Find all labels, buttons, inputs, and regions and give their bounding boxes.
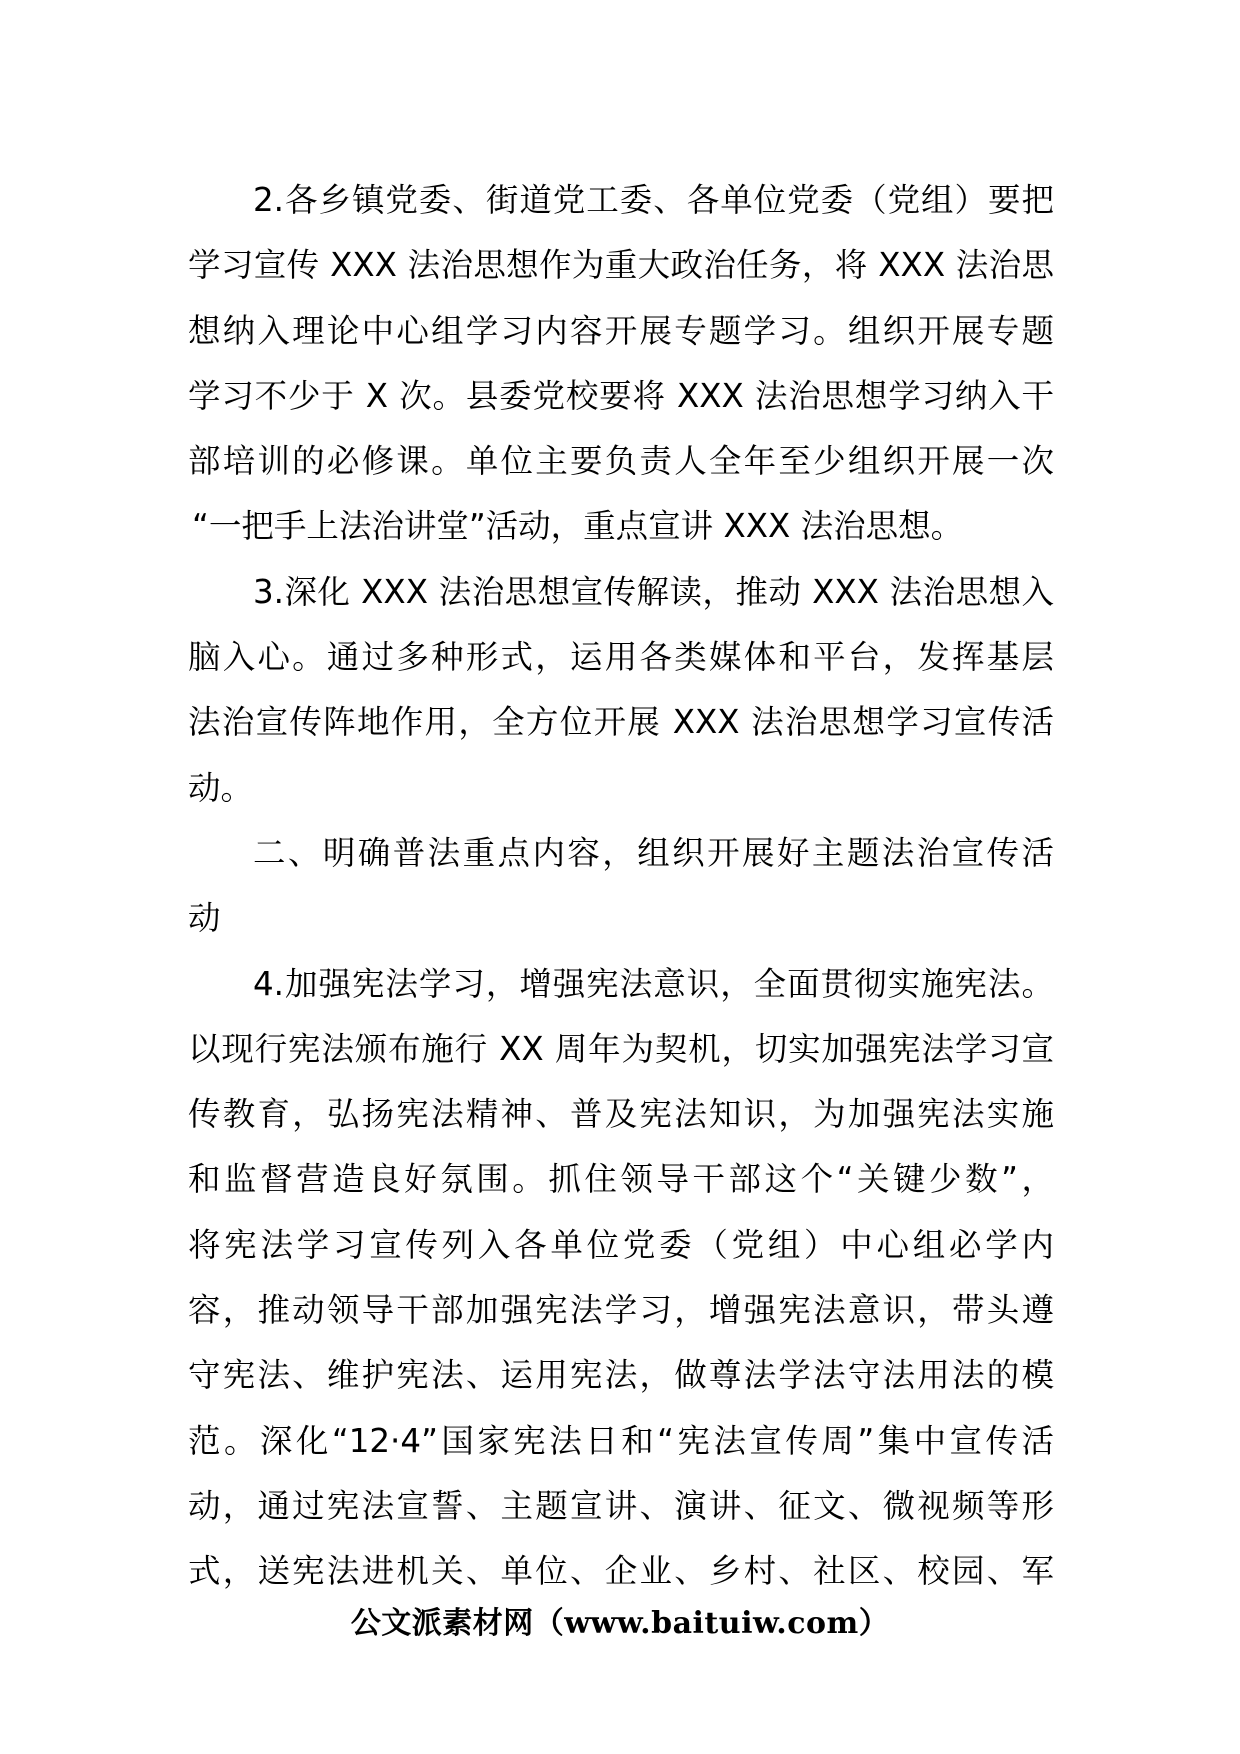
paragraph-line: 范。深化“12·4”国家宪法日和“宪法宣传周”集中宣传活 xyxy=(188,1421,1054,1460)
paragraph-line: 和监督营造良好氛围。抓住领导干部这个“关键少数”， xyxy=(188,1160,1054,1199)
paragraph-line: 动。 xyxy=(188,768,254,807)
footer-watermark: 公文派素材网（www.baituiw.com） xyxy=(350,1606,890,1641)
paragraph-line: 动，通过宪法宣誓、主题宣讲、演讲、征文、微视频等形 xyxy=(188,1486,1054,1525)
section-heading-line: 动 xyxy=(188,899,221,938)
paragraph-line: 以现行宪法颁布施行 XX 周年为契机，切实加强宪法学习宣 xyxy=(188,1029,1054,1068)
paragraph-line: 守宪法、维护宪法、运用宪法，做尊法学法守法用法的模 xyxy=(188,1356,1054,1395)
document-body xyxy=(188,168,1054,1605)
paragraph-line: 法治宣传阵地作用，全方位开展 XXX 法治思想学习宣传活 xyxy=(188,703,1054,742)
paragraph-line: 想纳入理论中心组学习内容开展专题学习。组织开展专题 xyxy=(188,311,1054,350)
paragraph-line: 将宪法学习宣传列入各单位党委（党组）中心组必学内 xyxy=(188,1225,1054,1264)
paragraph-line: 学习宣传 XXX 法治思想作为重大政治任务，将 XXX 法治思 xyxy=(188,246,1054,285)
section-heading-line: 二、明确普法重点内容，组织开展好主题法治宣传活 xyxy=(253,833,1054,872)
paragraph-line: 学习不少于 X 次。县委党校要将 XXX 法治思想学习纳入干 xyxy=(188,376,1054,415)
paragraph-line: 4.加强宪法学习，增强宪法意识，全面贯彻实施宪法。 xyxy=(253,964,1054,1003)
paragraph-line: 式，送宪法进机关、单位、企业、乡村、社区、校园、军 xyxy=(188,1552,1054,1591)
paragraph-line: 部培训的必修课。单位主要负责人全年至少组织开展一次 xyxy=(188,442,1054,481)
paragraph-line: 传教育，弘扬宪法精神、普及宪法知识，为加强宪法实施 xyxy=(188,1095,1054,1134)
paragraph-line: 3.深化 XXX 法治思想宣传解读，推动 XXX 法治思想入 xyxy=(253,572,1054,611)
paragraph-line: 容，推动领导干部加强宪法学习，增强宪法意识，带头遵 xyxy=(188,1291,1054,1330)
paragraph-line: 2.各乡镇党委、街道党工委、各单位党委（党组）要把 xyxy=(253,181,1054,219)
paragraph-line: 脑入心。通过多种形式，运用各类媒体和平台，发挥基层 xyxy=(188,638,1054,677)
paragraph-line: “一把手上法治讲堂”活动，重点宣讲 XXX 法治思想。 xyxy=(192,507,964,546)
